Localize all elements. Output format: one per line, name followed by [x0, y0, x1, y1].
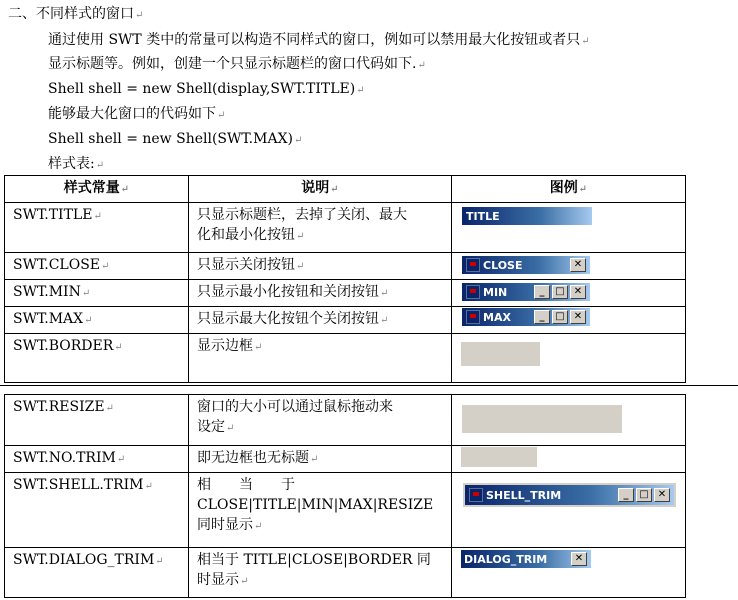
desc-cell: 只显示最大化按钮个关闭按钮↵	[189, 307, 452, 334]
constant-cell: SWT.MAX↵	[5, 307, 189, 334]
table-row	[5, 334, 686, 383]
close-icon: ✕	[570, 258, 586, 272]
intro-line-2: 显示标题等。例如，创建一个只显示标题栏的窗口代码如下.↵	[48, 56, 426, 72]
window-app-icon	[469, 488, 483, 502]
constant-cell: SWT.DIALOG_TRIM↵	[5, 548, 189, 598]
window-sample-no-trim	[461, 447, 537, 467]
desc-cell: 只显示标题栏，去掉了关闭、最大 化和最小化按钮↵	[189, 203, 452, 253]
page-break-line	[0, 385, 738, 386]
minimize-icon: _	[534, 285, 550, 299]
maximize-icon: □	[552, 285, 568, 299]
text-max-intro: 能够最大化窗口的代码如下↵	[48, 106, 226, 122]
maximize-icon: □	[636, 488, 652, 502]
desc-cell: 相当于 TITLE|CLOSE|BORDER 同 时显示↵	[189, 548, 452, 598]
window-sample-resize	[462, 405, 622, 433]
close-icon: ✕	[570, 285, 586, 299]
header-constant: 样式常量↵	[5, 176, 189, 203]
desc-cell: 相 当 于 CLOSE|TITLE|MIN|MAX|RESIZE 同时显示↵	[189, 473, 452, 548]
window-app-icon	[466, 258, 480, 272]
constant-cell: SWT.MIN↵	[5, 280, 189, 307]
maximize-icon: □	[552, 310, 568, 324]
table-row	[5, 446, 686, 473]
code-max: Shell shell = new Shell(SWT.MAX)↵	[48, 131, 303, 147]
window-app-icon	[466, 310, 480, 324]
close-icon: ✕	[571, 552, 587, 566]
window-sample-dialog-trim: DIALOG_TRIM ✕	[461, 550, 591, 568]
window-sample-border	[461, 342, 540, 366]
constant-cell: SWT.RESIZE↵	[5, 395, 189, 446]
window-sample-shell-trim: SHELL_TRIM _ □ ✕	[463, 483, 676, 507]
constant-cell: SWT.NO.TRIM↵	[5, 446, 189, 473]
header-example: 图例↵	[452, 176, 686, 203]
window-sample-title: TITLE	[462, 207, 592, 225]
constant-cell: SWT.CLOSE↵	[5, 253, 189, 280]
desc-cell: 只显示最小化按钮和关闭按钮↵	[189, 280, 452, 307]
window-sample-max: MAX _ □ ✕	[462, 308, 590, 326]
code-title: Shell shell = new Shell(display,SWT.TITLE)↵	[48, 81, 365, 97]
close-icon: ✕	[654, 488, 670, 502]
constant-cell: SWT.TITLE↵	[5, 203, 189, 253]
header-desc: 说明↵	[189, 176, 452, 203]
table-caption: 样式表:↵	[48, 156, 105, 172]
intro-line-1: 通过使用 SWT 类中的常量可以构造不同样式的窗口，例如可以禁用最大化按钮或者只↵	[48, 32, 590, 48]
desc-cell: 窗口的大小可以通过鼠标拖动来 设定↵	[189, 395, 452, 446]
window-app-icon	[466, 285, 480, 299]
minimize-icon: _	[618, 488, 634, 502]
desc-cell: 即无边框也无标题↵	[189, 446, 452, 473]
constant-cell: SWT.BORDER↵	[5, 334, 189, 383]
window-sample-min: MIN _ □ ✕	[462, 283, 590, 301]
desc-cell: 只显示关闭按钮↵	[189, 253, 452, 280]
minimize-icon: _	[534, 310, 550, 324]
desc-cell: 显示边框↵	[189, 334, 452, 383]
window-sample-close: CLOSE ✕	[462, 256, 590, 274]
section-heading: 二、不同样式的窗口↵	[8, 6, 144, 22]
constant-cell: SWT.SHELL.TRIM↵	[5, 473, 189, 548]
close-icon: ✕	[570, 310, 586, 324]
